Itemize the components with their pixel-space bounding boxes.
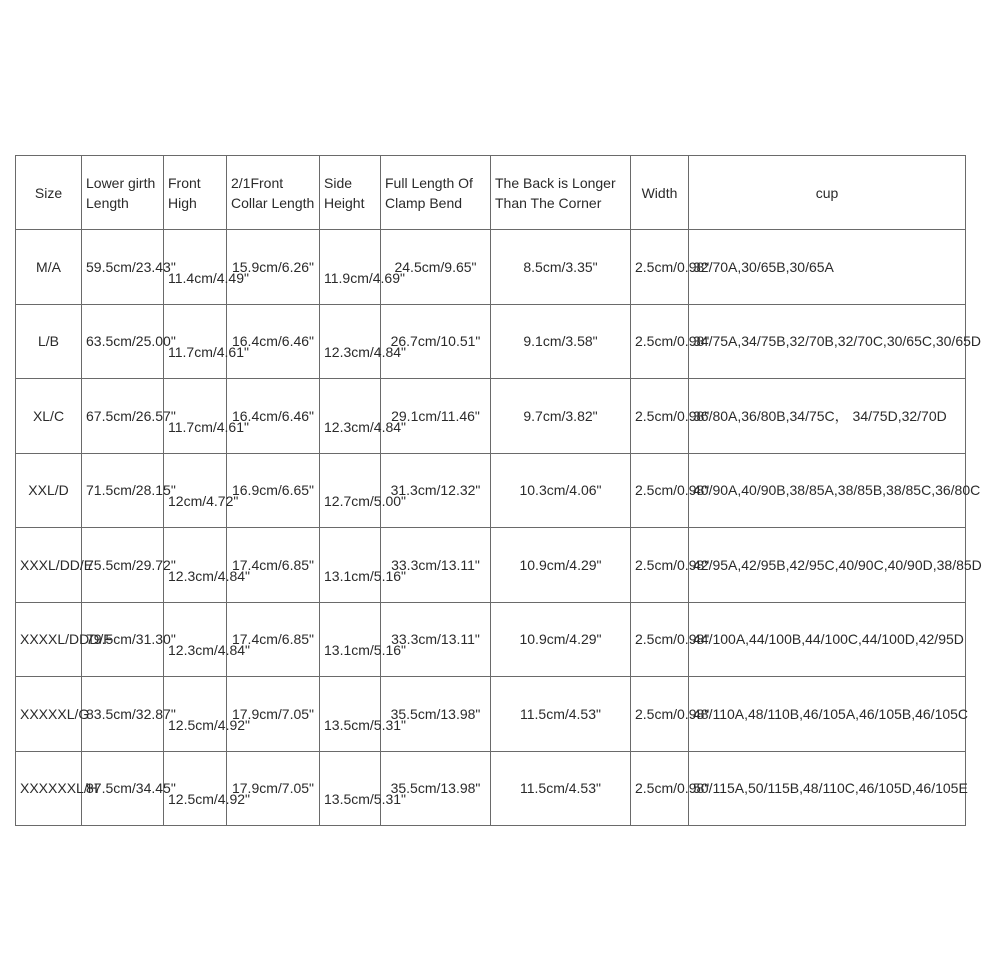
- size-cell: [16, 453, 82, 528]
- width-cell: [631, 528, 710, 603]
- back-longer-cell: [491, 677, 631, 752]
- header-lower-girth-length: Lower girth Length: [82, 156, 164, 230]
- width-cell: [631, 677, 710, 752]
- lower-girth-cell-text: 79.5cm/31.30": [86, 631, 176, 648]
- header-side-height: Side Height: [320, 156, 381, 230]
- back-longer-cell: [491, 453, 631, 528]
- lower-girth-cell-text: 87.5cm/34.45": [86, 780, 176, 797]
- side-height-cell: [320, 304, 407, 379]
- cup-cell: [689, 304, 981, 379]
- side-height-cell-text: 11.9cm/4.69": [324, 269, 405, 286]
- front-high-cell: [164, 230, 249, 305]
- front-collar-cell: [227, 677, 320, 752]
- size-cell-text: XXXXXL/G: [20, 705, 90, 722]
- cup-cell: [689, 677, 969, 752]
- cup-cell: [689, 528, 982, 603]
- cup-cell-text: 40/90A,40/90B,38/85A,38/85B,38/85C,36/80C: [693, 482, 981, 499]
- side-height-cell: [320, 751, 407, 826]
- back-longer-cell-text: 10.9cm/4.29": [519, 556, 602, 573]
- width-cell-text: 2.5cm/0.98": [635, 780, 710, 797]
- front-high-cell: [164, 602, 251, 677]
- side-height-cell-text: 13.5cm/5.31": [324, 791, 407, 808]
- lower-girth-cell: [82, 379, 176, 454]
- width-cell-text: 2.5cm/0.98": [635, 333, 710, 350]
- size-cell-text: XL/C: [32, 407, 65, 424]
- size-cell-text: XXXXL/DDD/F: [20, 631, 112, 648]
- front-collar-cell-text: 17.9cm/7.05": [231, 705, 315, 722]
- back-longer-cell-text: 9.7cm/3.82": [523, 407, 598, 424]
- front-high-cell-text: 12cm/4.72": [168, 493, 239, 510]
- side-height-cell: [320, 528, 407, 603]
- width-cell: [631, 453, 710, 528]
- side-height-cell-text: 13.1cm/5.16": [324, 567, 407, 584]
- side-height-cell: [320, 230, 405, 305]
- clamp-bend-cell-text: 35.5cm/13.98": [390, 705, 481, 722]
- back-longer-cell: [491, 602, 631, 677]
- lower-girth-cell-text: 63.5cm/25.00": [86, 333, 176, 350]
- front-collar-cell-text: 17.9cm/7.05": [231, 780, 315, 797]
- side-height-cell: [320, 453, 407, 528]
- table-row: [16, 602, 966, 677]
- cup-cell: [689, 230, 966, 305]
- lower-girth-cell: [82, 230, 176, 305]
- clamp-bend-cell: [381, 379, 491, 454]
- clamp-bend-cell: [381, 453, 491, 528]
- back-longer-cell-text: 8.5cm/3.35": [523, 258, 598, 275]
- lower-girth-cell-text: 83.5cm/32.87": [86, 705, 176, 722]
- header-front-collar-length: 2/1Front Collar Length: [227, 156, 320, 230]
- table-row: [16, 751, 966, 826]
- back-longer-cell: [491, 751, 631, 826]
- lower-girth-cell: [82, 304, 176, 379]
- size-cell-text: XXXXXXL/H: [20, 780, 98, 797]
- clamp-bend-cell: [381, 528, 491, 603]
- clamp-bend-cell: [381, 751, 491, 826]
- cup-cell-text: 50/115A,50/115B,48/110C,46/105D,46/105E: [693, 780, 968, 797]
- back-longer-cell: [491, 230, 631, 305]
- front-collar-cell-text: 17.4cm/6.85": [231, 631, 315, 648]
- clamp-bend-cell-text: 31.3cm/12.32": [390, 482, 481, 499]
- side-height-cell-text: 12.3cm/4.84": [324, 344, 407, 361]
- clamp-bend-cell-text: 26.7cm/10.51": [390, 333, 481, 350]
- back-longer-cell-text: 9.1cm/3.58": [523, 333, 598, 350]
- table-row: [16, 528, 966, 603]
- front-collar-cell: [227, 751, 320, 826]
- size-cell: [16, 751, 98, 826]
- table-row: [16, 379, 966, 454]
- lower-girth-cell-text: 67.5cm/26.57": [86, 407, 176, 424]
- lower-girth-cell: [82, 677, 176, 752]
- cup-cell-text: 44/100A,44/100B,44/100C,44/100D,42/95D: [693, 631, 964, 648]
- table-row: [16, 304, 966, 379]
- front-high-cell-text: 11.4cm/4.49": [168, 269, 249, 286]
- front-collar-cell-text: 16.4cm/6.46": [231, 333, 315, 350]
- clamp-bend-cell-text: 35.5cm/13.98": [390, 780, 481, 797]
- cup-cell: [689, 602, 966, 677]
- header-cup: cup: [689, 156, 966, 230]
- clamp-bend-cell: [381, 602, 491, 677]
- table-row: [16, 677, 966, 752]
- side-height-cell: [320, 379, 407, 454]
- front-high-cell: [164, 379, 249, 454]
- back-longer-cell: [491, 304, 631, 379]
- front-collar-cell-text: 16.9cm/6.65": [231, 482, 315, 499]
- header-size: Size: [16, 156, 82, 230]
- front-collar-cell-text: 17.4cm/6.85": [231, 556, 315, 573]
- cup-cell-text: 48/110A,48/110B,46/105A,46/105B,46/105C: [693, 705, 969, 722]
- front-high-cell-text: 11.7cm/4.61": [168, 418, 249, 435]
- width-cell-text: 2.5cm/0.98": [635, 631, 710, 648]
- front-collar-cell-text: 16.4cm/6.46": [231, 407, 315, 424]
- clamp-bend-cell: [381, 677, 491, 752]
- cup-cell: [689, 379, 966, 454]
- lower-girth-cell: [82, 751, 176, 826]
- front-high-cell-text: 12.5cm/4.92": [168, 716, 251, 733]
- width-cell: [631, 602, 710, 677]
- size-cell-text: XXXL/DD/E: [20, 556, 94, 573]
- side-height-cell-text: 13.1cm/5.16": [324, 642, 407, 659]
- header-clamp-bend-length: Full Length Of Clamp Bend: [381, 156, 491, 230]
- cup-cell-text: 42/95A,42/95B,42/95C,40/90C,40/90D,38/85D: [693, 556, 982, 573]
- side-height-cell-text: 13.5cm/5.31": [324, 716, 407, 733]
- table-row: [16, 453, 966, 528]
- cup-cell: [689, 453, 981, 528]
- back-longer-cell-text: 11.5cm/4.53": [520, 705, 601, 722]
- size-cell-text: L/B: [37, 333, 59, 350]
- width-cell-text: 2.5cm/0.98": [635, 556, 710, 573]
- lower-girth-cell: [82, 528, 176, 603]
- size-cell: [16, 230, 82, 305]
- back-longer-cell: [491, 379, 631, 454]
- front-collar-cell: [227, 304, 320, 379]
- clamp-bend-cell-text: 24.5cm/9.65": [394, 258, 477, 275]
- size-cell: [16, 602, 112, 677]
- clamp-bend-cell-text: 33.3cm/13.11": [391, 556, 480, 573]
- front-collar-cell: [227, 602, 320, 677]
- width-cell: [631, 379, 710, 454]
- side-height-cell-text: 12.3cm/4.84": [324, 418, 407, 435]
- front-high-cell-text: 12.5cm/4.92": [168, 791, 251, 808]
- front-collar-cell: [227, 528, 320, 603]
- width-cell-text: 2.5cm/0.98": [635, 258, 710, 275]
- header-front-high: Front High: [164, 156, 227, 230]
- side-height-cell-text: 12.7cm/5.00": [324, 493, 407, 510]
- clamp-bend-cell-text: 29.1cm/11.46": [391, 407, 480, 424]
- front-collar-cell-text: 15.9cm/6.26": [231, 258, 315, 275]
- cup-cell: [689, 751, 966, 826]
- lower-girth-cell: [82, 602, 176, 677]
- lower-girth-cell-text: 71.5cm/28.15": [86, 482, 176, 499]
- size-cell: [16, 677, 90, 752]
- clamp-bend-cell-text: 33.3cm/13.11": [391, 631, 480, 648]
- clamp-bend-cell: [381, 304, 491, 379]
- front-high-cell: [164, 453, 239, 528]
- back-longer-cell-text: 10.3cm/4.06": [519, 482, 602, 499]
- front-high-cell-text: 12.3cm/4.84": [168, 642, 251, 659]
- size-chart-table: [15, 155, 982, 826]
- lower-girth-cell-text: 75.5cm/29.72": [86, 556, 176, 573]
- back-longer-cell-text: 10.9cm/4.29": [519, 631, 602, 648]
- cup-cell-text: 32/70A,30/65B,30/65A: [693, 258, 834, 275]
- front-high-cell-text: 12.3cm/4.84": [168, 567, 251, 584]
- size-cell: [16, 528, 94, 603]
- table-row: [16, 230, 966, 305]
- header-row: [16, 156, 966, 230]
- front-high-cell-text: 11.7cm/4.61": [168, 344, 249, 361]
- lower-girth-cell-text: 59.5cm/23.43": [86, 258, 176, 275]
- width-cell: [631, 230, 710, 305]
- size-cell: [16, 304, 82, 379]
- size-cell-text: XXL/D: [28, 482, 69, 499]
- cup-cell-text: 34/75A,34/75B,32/70B,32/70C,30/65C,30/65D: [693, 333, 981, 350]
- width-cell-text: 2.5cm/0.98": [635, 482, 710, 499]
- size-chart-body: [16, 230, 982, 826]
- front-collar-cell: [227, 379, 320, 454]
- side-height-cell: [320, 602, 407, 677]
- size-cell-text: M/A: [36, 258, 61, 275]
- header-width: Width: [631, 156, 689, 230]
- front-high-cell: [164, 528, 251, 603]
- width-cell: [631, 304, 710, 379]
- lower-girth-cell: [82, 453, 176, 528]
- clamp-bend-cell: [381, 230, 491, 305]
- header-back-longer: The Back is Longer Than The Corner: [491, 156, 631, 230]
- width-cell: [631, 751, 710, 826]
- front-collar-cell: [227, 453, 320, 528]
- front-high-cell: [164, 304, 249, 379]
- front-collar-cell: [227, 230, 320, 305]
- back-longer-cell: [491, 528, 631, 603]
- front-high-cell: [164, 677, 251, 752]
- width-cell-text: 2.5cm/0.98": [635, 705, 710, 722]
- width-cell-text: 2.5cm/0.98": [635, 407, 710, 424]
- size-cell: [16, 379, 82, 454]
- cup-cell-text: 36/80A,36/80B,34/75C， 34/75D,32/70D: [693, 407, 947, 424]
- back-longer-cell-text: 11.5cm/4.53": [520, 780, 601, 797]
- front-high-cell: [164, 751, 251, 826]
- side-height-cell: [320, 677, 407, 752]
